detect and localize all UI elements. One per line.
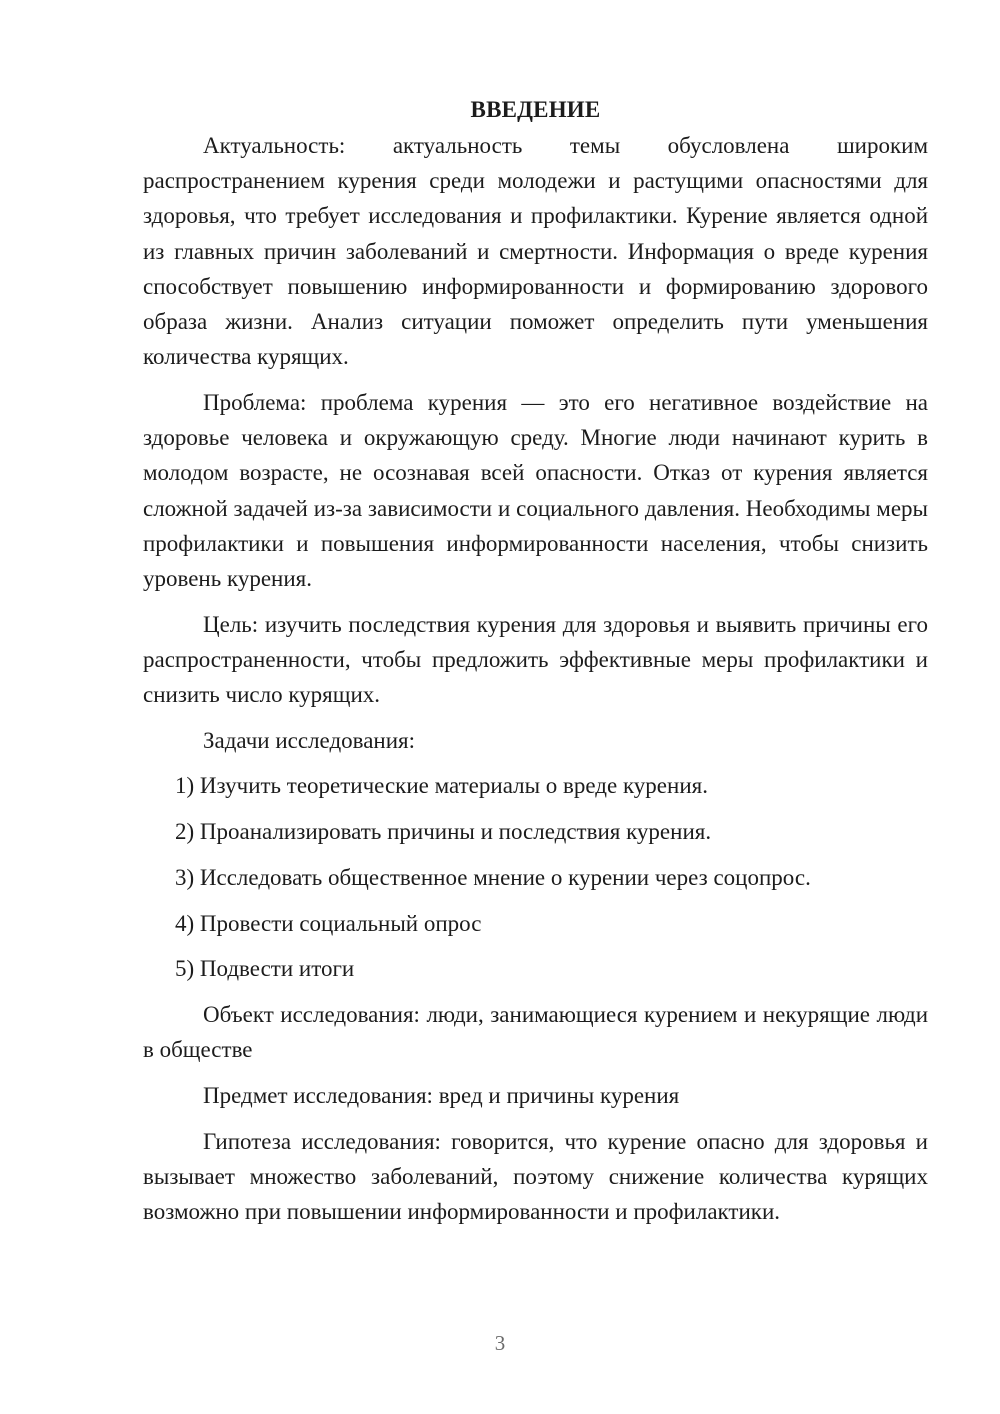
paragraph-subject: Предмет исследования: вред и причины курения	[203, 1082, 680, 1108]
paragraph-goal: Цель: изучить последствия курения для здоровья и выявить причины его распространенности, чтобы предложить эффективные меры профилактики и снизить число курящих.	[143, 611, 928, 708]
paragraph-relevance: Актуальность: актуальность темы обусловлена широким распространением курения среди молодежи и растущими опасностями для здоровья, что требует исследования и профилактики. Курение является одной из главных причин заболеваний и смертности. Информация о вреде курения способствует повышению информированности и формированию здорового образа жизни. Анализ ситуации поможет определить пути уменьшения количества курящих.	[143, 133, 928, 370]
paragraph-problem: Проблема: проблема курения — это его негативное воздействие на здоровье человека и окружающую среду. Многие люди начинают курить в молодом возрасте, не осознавая всей опасности. Отказ от курения является сложной задачей из-за зависимости и социального давления. Необходимы меры профилактики и повышения информированности населения, чтобы снизить уровень курения.	[143, 389, 928, 591]
task-item-2: 2) Проанализировать причины и последствия курения.	[175, 819, 712, 845]
task-item-5: 5) Подвести итоги	[175, 956, 355, 982]
task-item-4: 4) Провести социальный опрос	[175, 910, 482, 936]
task-item-1: 1) Изучить теоретические материалы о вреде курения.	[175, 773, 708, 799]
paragraph-hypothesis: Гипотеза исследования: говорится, что курение опасно для здоровья и вызывает множество заболеваний, поэтому снижение количества курящих возможно при повышении информированности и профилактики.	[143, 1128, 928, 1224]
paragraph-object: Объект исследования: люди, занимающиеся курением и некурящие люди в обществе	[143, 1001, 928, 1063]
page-number: 3	[494, 1331, 506, 1355]
page-content	[143, 92, 928, 1240]
page-title: ВВЕДЕНИЕ	[470, 97, 601, 122]
tasks-heading: Задачи исследования:	[203, 727, 416, 753]
task-item-3: 3) Исследовать общественное мнение о курении через соцопрос.	[175, 864, 811, 890]
